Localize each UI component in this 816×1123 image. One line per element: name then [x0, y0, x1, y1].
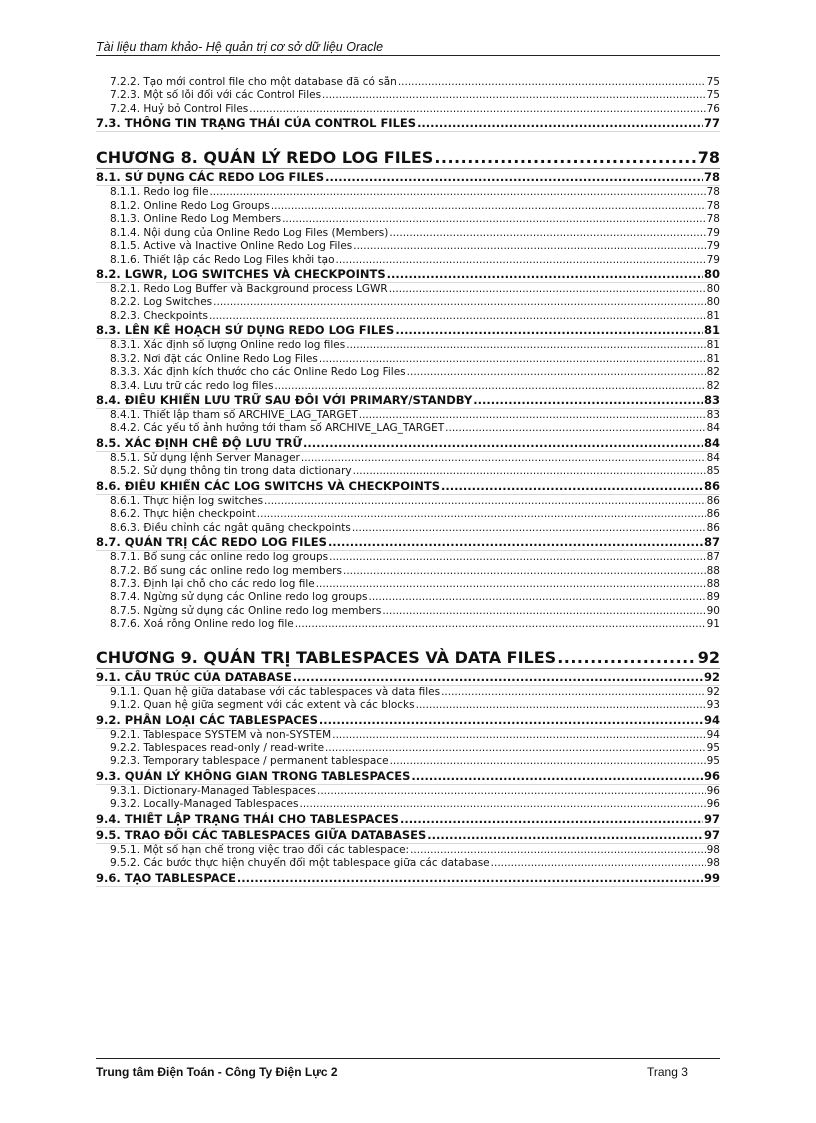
toc-page-number: 96	[706, 798, 720, 811]
dot-leader	[359, 409, 706, 422]
toc-page-number: 78	[706, 186, 720, 199]
footer-organization: Trung tâm Điện Toán - Công Ty Điện Lực 2	[96, 1065, 338, 1079]
toc-page-number: 94	[706, 728, 720, 741]
toc-page-number: 84	[706, 422, 720, 435]
toc-page-number: 76	[706, 102, 720, 115]
toc-subsection[interactable]	[96, 729, 720, 742]
toc-subsection[interactable]	[96, 495, 720, 508]
dot-leader	[293, 670, 703, 685]
toc-subsection[interactable]	[96, 227, 720, 240]
toc-subsection[interactable]	[96, 76, 720, 89]
dot-leader	[274, 380, 705, 393]
toc-subsection[interactable]	[96, 508, 720, 521]
dot-leader	[395, 323, 703, 338]
dot-leader	[417, 116, 703, 131]
toc-entry-title: 9.2.2. Tablespaces read-only / read-write	[110, 742, 325, 754]
toc-page-number: 98	[706, 843, 720, 856]
toc-entry-title: 8.7.4. Ngừng sử dụng các Online redo log groups	[110, 591, 368, 604]
toc-page-number: 75	[706, 89, 720, 102]
toc-subsection[interactable]	[96, 844, 720, 857]
toc-page-number: 98	[706, 857, 720, 870]
toc-entry-title: 9.5.2. Các bước thực hiện chuyển đổi một tablespace giữa các database	[110, 857, 490, 870]
toc-page-number: 75	[706, 76, 720, 88]
toc-entry-title: 9.6. TẠO TABLESPACE	[96, 870, 236, 885]
toc-entry-title: 8.1.5. Active và Inactive Online Redo Log Files	[110, 240, 353, 253]
toc-entry-title: 8.2. LGWR, LOG SWITCHES VÀ CHECKPOINTS	[96, 266, 386, 281]
toc-entry-title: 7.3. THÔNG TIN TRẠNG THÁI CỦA CONTROL FILES	[96, 116, 417, 131]
toc-subsection[interactable]	[96, 857, 720, 870]
dot-leader	[325, 742, 706, 755]
toc-page-number: 88	[706, 564, 720, 577]
dot-leader	[416, 699, 706, 712]
toc-entry-title: 9.1. CẤU TRÚC CỦA DATABASE	[96, 669, 292, 684]
dot-leader	[382, 605, 705, 618]
toc-page-number: 90	[706, 604, 720, 617]
toc-subsection[interactable]	[96, 422, 720, 435]
toc-page-number: 80	[706, 282, 720, 295]
toc-entry-title: 8.7. QUẢN TRỊ CÁC REDO LOG FILES	[96, 535, 327, 550]
toc-subsection[interactable]	[96, 380, 720, 393]
document-title: Tài liệu tham khảo- Hệ quản trị cơ sở dữ liệu Oracle	[96, 40, 384, 54]
dot-leader	[346, 339, 705, 352]
toc-page-number: 95	[706, 742, 720, 754]
toc-subsection[interactable]	[96, 578, 720, 591]
dot-leader	[257, 508, 706, 521]
dot-leader	[319, 353, 706, 366]
toc-subsection[interactable]	[96, 755, 720, 768]
toc-section[interactable]	[96, 170, 720, 186]
toc-page-number: 79	[706, 253, 720, 266]
toc-entry-title: 9.2.1. Tablespace SYSTEM và non-SYSTEM	[110, 728, 332, 741]
toc-page-number: 84	[703, 435, 720, 450]
toc-subsection[interactable]	[96, 409, 720, 422]
toc-section[interactable]	[96, 713, 720, 729]
dot-leader	[427, 828, 703, 843]
dot-leader	[389, 283, 706, 296]
toc-subsection[interactable]	[96, 254, 720, 267]
dot-leader	[282, 213, 706, 226]
toc-subsection[interactable]	[96, 699, 720, 712]
toc-section[interactable]	[96, 535, 720, 551]
toc-entry-title: 8.7.1. Bổ sung các online redo log groups	[110, 551, 329, 564]
toc-chapter[interactable]	[96, 148, 720, 169]
toc-entry-title: 8.3.4. Lưu trữ các redo log files	[110, 379, 274, 392]
dot-leader	[271, 200, 706, 213]
toc-entry-title: 7.2.4. Huỷ bỏ Control Files	[110, 102, 249, 115]
dot-leader	[441, 479, 703, 494]
dot-leader	[249, 103, 705, 116]
toc-page-number: 99	[703, 870, 720, 885]
toc-subsection[interactable]	[96, 213, 720, 226]
toc-subsection[interactable]	[96, 605, 720, 618]
dot-leader	[317, 785, 706, 798]
toc-page-number: 95	[706, 755, 720, 768]
toc-subsection[interactable]	[96, 591, 720, 604]
toc-subsection[interactable]	[96, 186, 720, 199]
toc-entry-title: 8.1.3. Online Redo Log Members	[110, 213, 282, 226]
toc-page-number: 78	[703, 170, 720, 185]
toc-subsection[interactable]	[96, 686, 720, 699]
toc-section[interactable]	[96, 670, 720, 686]
toc-page-number: 78	[697, 148, 720, 168]
dot-leader	[325, 170, 703, 185]
toc-subsection[interactable]	[96, 785, 720, 798]
toc-subsection[interactable]	[96, 296, 720, 309]
dot-leader	[445, 422, 705, 435]
dot-leader	[434, 148, 696, 168]
toc-entry-title: 8.1. SỬ DỤNG CÁC REDO LOG FILES	[96, 170, 325, 185]
toc-entry-title: 7.2.2. Tạo mới control file cho một database đã có sẵn	[110, 76, 397, 88]
toc-page-number: 80	[706, 296, 720, 309]
toc-entry-title: 9.5.1. Một số hạn chế trong việc trao đổi các tablespace:	[110, 843, 410, 856]
toc-entry-title: 7.2.3. Một số lỗi đối với các Control Files	[110, 89, 322, 102]
dot-leader	[209, 310, 706, 323]
dot-leader	[319, 713, 703, 728]
dot-leader	[410, 844, 706, 857]
toc-entry-title: 8.2.1. Redo Log Buffer và Background process LGWR	[110, 282, 388, 295]
toc-entry-title: 8.1.1. Redo log file	[110, 186, 209, 199]
dot-leader	[398, 76, 706, 89]
toc-subsection[interactable]	[96, 353, 720, 366]
dot-leader	[473, 393, 703, 408]
toc-subsection[interactable]	[96, 339, 720, 352]
dot-leader	[264, 495, 706, 508]
toc-page-number: 97	[703, 811, 720, 826]
toc-entry-title: 8.4. ĐIỀU KHIỂN LƯU TRỮ SAU ĐỐI VỚI PRIMARY/STANDBY	[96, 393, 473, 407]
toc-page-number: 78	[706, 199, 720, 212]
toc-subsection[interactable]	[96, 240, 720, 253]
dot-leader	[336, 254, 706, 267]
dot-leader	[387, 267, 703, 282]
toc-page-number: 79	[706, 240, 720, 253]
toc-subsection[interactable]	[96, 283, 720, 296]
toc-entry-title: 9.3.2. Locally-Managed Tablespaces	[110, 798, 299, 811]
toc-entry-title: 9.3. QUẢN LÝ KHÔNG GIAN TRONG TABLESPACES	[96, 768, 411, 783]
dot-leader	[352, 522, 706, 535]
toc-page-number: 96	[706, 784, 720, 797]
toc-section[interactable]	[96, 812, 720, 828]
toc-section[interactable]	[96, 828, 720, 844]
toc-page-number: 87	[706, 551, 720, 564]
toc-entry-title: 8.4.2. Các yếu tố ảnh hưởng tới tham số ARCHIVE_LAG_TARGET	[110, 422, 445, 435]
toc-entry-title: 8.3.3. Xác định kích thước cho các Online Redo Log Files	[110, 366, 406, 379]
toc-page-number: 89	[706, 591, 720, 604]
toc-page-number: 82	[706, 366, 720, 379]
toc-page-number: 92	[703, 669, 720, 684]
toc-entry-title: 8.7.2. Bổ sung các online redo log members	[110, 564, 342, 577]
toc-page-number: 86	[706, 521, 720, 534]
dot-leader	[368, 591, 705, 604]
dot-leader	[209, 186, 705, 199]
toc-page-number: 86	[706, 494, 720, 507]
toc-subsection[interactable]	[96, 465, 720, 478]
toc-entry-title: 8.2.3. Checkpoints	[110, 309, 208, 322]
toc-subsection[interactable]	[96, 452, 720, 465]
toc-entry-title: 8.7.5. Ngừng sử dụng các Online redo log members	[110, 604, 382, 617]
toc-entry-title: 9.2.3. Temporary tablespace / permanent tablespace	[110, 755, 389, 768]
toc-entry-title: 8.4.1. Thiết lập tham số ARCHIVE_LAG_TARGET	[110, 409, 358, 421]
toc-page-number: 83	[706, 409, 720, 421]
dot-leader	[332, 729, 705, 742]
toc-page-number: 82	[706, 379, 720, 392]
toc-subsection[interactable]	[96, 103, 720, 116]
toc-page-number: 92	[706, 685, 720, 698]
toc-page-number: 81	[703, 323, 720, 338]
dot-leader	[213, 296, 705, 309]
toc-entry-title: 8.1.4. Nội dung của Online Redo Log Files (Members)	[110, 226, 389, 239]
toc-subsection[interactable]	[96, 522, 720, 535]
toc-subsection[interactable]	[96, 798, 720, 811]
toc-page-number: 97	[703, 827, 720, 842]
toc-page-number: 88	[706, 577, 720, 590]
toc-entry-title: 8.5.2. Sử dụng thông tin trong data dictionary	[110, 465, 352, 478]
toc-entry-title: 8.7.3. Định lại chỗ cho các redo log file	[110, 577, 315, 590]
toc-section[interactable]	[96, 871, 720, 887]
toc-entry-title: 8.3.2. Nơi đặt các Online Redo Log Files	[110, 352, 318, 365]
toc-subsection[interactable]	[96, 551, 720, 564]
toc-page-number: 78	[706, 213, 720, 226]
toc-page-number: 79	[706, 226, 720, 239]
toc-entry-title: 9.1.2. Quan hệ giữa segment với các extent và các blocks	[110, 699, 415, 712]
toc-page-number: 80	[703, 266, 720, 281]
toc-subsection[interactable]	[96, 366, 720, 379]
toc-page-number: 81	[706, 352, 720, 365]
dot-leader	[329, 551, 706, 564]
dot-leader	[411, 769, 703, 784]
toc-section[interactable]	[96, 116, 720, 132]
toc-entry-title: 9.4. THIẾT LẬP TRẠNG THÁI CHO TABLESPACES	[96, 811, 399, 826]
toc-section[interactable]	[96, 769, 720, 785]
toc-chapter[interactable]	[96, 648, 720, 669]
toc-subsection[interactable]	[96, 565, 720, 578]
dot-leader	[303, 436, 703, 451]
toc-entry-title: 8.1.6. Thiết lập các Redo Log Files khởi tạo	[110, 253, 335, 266]
toc-entry-title: 8.2.2. Log Switches	[110, 296, 213, 309]
toc-subsection[interactable]	[96, 742, 720, 755]
toc-entry-title: 8.3. LÊN KẾ HOẠCH SỬ DỤNG REDO LOG FILES	[96, 323, 395, 338]
dot-leader	[299, 798, 705, 811]
toc-page-number: 93	[706, 699, 720, 712]
toc-page-number: 77	[703, 116, 720, 131]
dot-leader	[400, 812, 703, 827]
toc-page-number: 84	[706, 451, 720, 464]
page-header	[96, 40, 720, 56]
toc-page-number: 83	[703, 393, 720, 407]
toc-entry-title: 8.6. ĐIỀU KHIỂN CÁC LOG SWITCHS VÀ CHECKPOINTS	[96, 478, 441, 493]
dot-leader	[316, 578, 706, 591]
toc-subsection[interactable]	[96, 310, 720, 323]
toc-entry-title: 8.7.6. Xoá rỗng Online redo log file	[110, 618, 294, 631]
toc-entry-title: 9.1.1. Quan hệ giữa database với các tablespaces và data files	[110, 685, 441, 698]
toc-entry-title: 8.6.1. Thực hiện log switches	[110, 494, 264, 507]
toc-entry-title: CHƯƠNG 9. QUẢN TRỊ TABLESPACES VÀ DATA FILES	[96, 647, 557, 667]
toc-entry-title: 8.5. XÁC ĐỊNH CHẾ ĐỘ LƯU TRỮ	[96, 435, 303, 450]
page-footer	[96, 1058, 720, 1079]
page-number: Trang 3	[647, 1065, 688, 1079]
dot-leader	[557, 648, 697, 668]
dot-leader	[441, 686, 706, 699]
toc-section[interactable]	[96, 267, 720, 283]
dot-leader	[389, 227, 705, 240]
toc-page-number: 94	[703, 712, 720, 727]
toc-entry-title: 9.2. PHÂN LOẠI CÁC TABLESPACES	[96, 712, 318, 727]
toc-entry-title: 8.6.2. Thực hiện checkpoint	[110, 508, 256, 521]
toc-entry-title: 8.6.3. Điều chỉnh các ngắt quãng checkpoints	[110, 521, 351, 534]
toc-page-number: 86	[703, 478, 720, 493]
toc-subsection[interactable]	[96, 200, 720, 213]
table-of-contents	[96, 76, 720, 887]
dot-leader	[390, 755, 706, 768]
dot-leader	[491, 857, 706, 870]
toc-subsection[interactable]	[96, 89, 720, 102]
toc-page-number: 87	[703, 535, 720, 550]
dot-leader	[407, 366, 706, 379]
toc-page-number: 81	[706, 309, 720, 322]
toc-subsection[interactable]	[96, 618, 720, 631]
dot-leader	[322, 89, 706, 102]
toc-page-number: 81	[706, 339, 720, 352]
toc-entry-title: 9.5. TRAO ĐỔI CÁC TABLESPACES GIỮA DATABASES	[96, 827, 427, 842]
toc-entry-title: CHƯƠNG 8. QUẢN LÝ REDO LOG FILES	[96, 148, 434, 168]
toc-section[interactable]	[96, 479, 720, 495]
toc-entry-title: 8.1.2. Online Redo Log Groups	[110, 199, 270, 212]
toc-entry-title: 9.3.1. Dictionary-Managed Tablespaces	[110, 784, 316, 797]
toc-page-number: 91	[706, 618, 720, 631]
toc-page-number: 85	[706, 465, 720, 478]
dot-leader	[237, 871, 703, 886]
dot-leader	[301, 452, 706, 465]
dot-leader	[295, 618, 706, 631]
toc-section[interactable]	[96, 323, 720, 339]
dot-leader	[328, 535, 703, 550]
toc-page-number: 92	[697, 647, 720, 667]
toc-page-number: 96	[703, 768, 720, 783]
toc-entry-title: 8.5.1. Sử dụng lệnh Server Manager	[110, 451, 300, 464]
dot-leader	[343, 565, 706, 578]
toc-section[interactable]	[96, 393, 720, 409]
toc-section[interactable]	[96, 436, 720, 452]
toc-entry-title: 8.3.1. Xác định số lượng Online redo log files	[110, 339, 346, 352]
toc-page-number: 86	[706, 508, 720, 521]
dot-leader	[353, 240, 705, 253]
dot-leader	[353, 465, 706, 478]
